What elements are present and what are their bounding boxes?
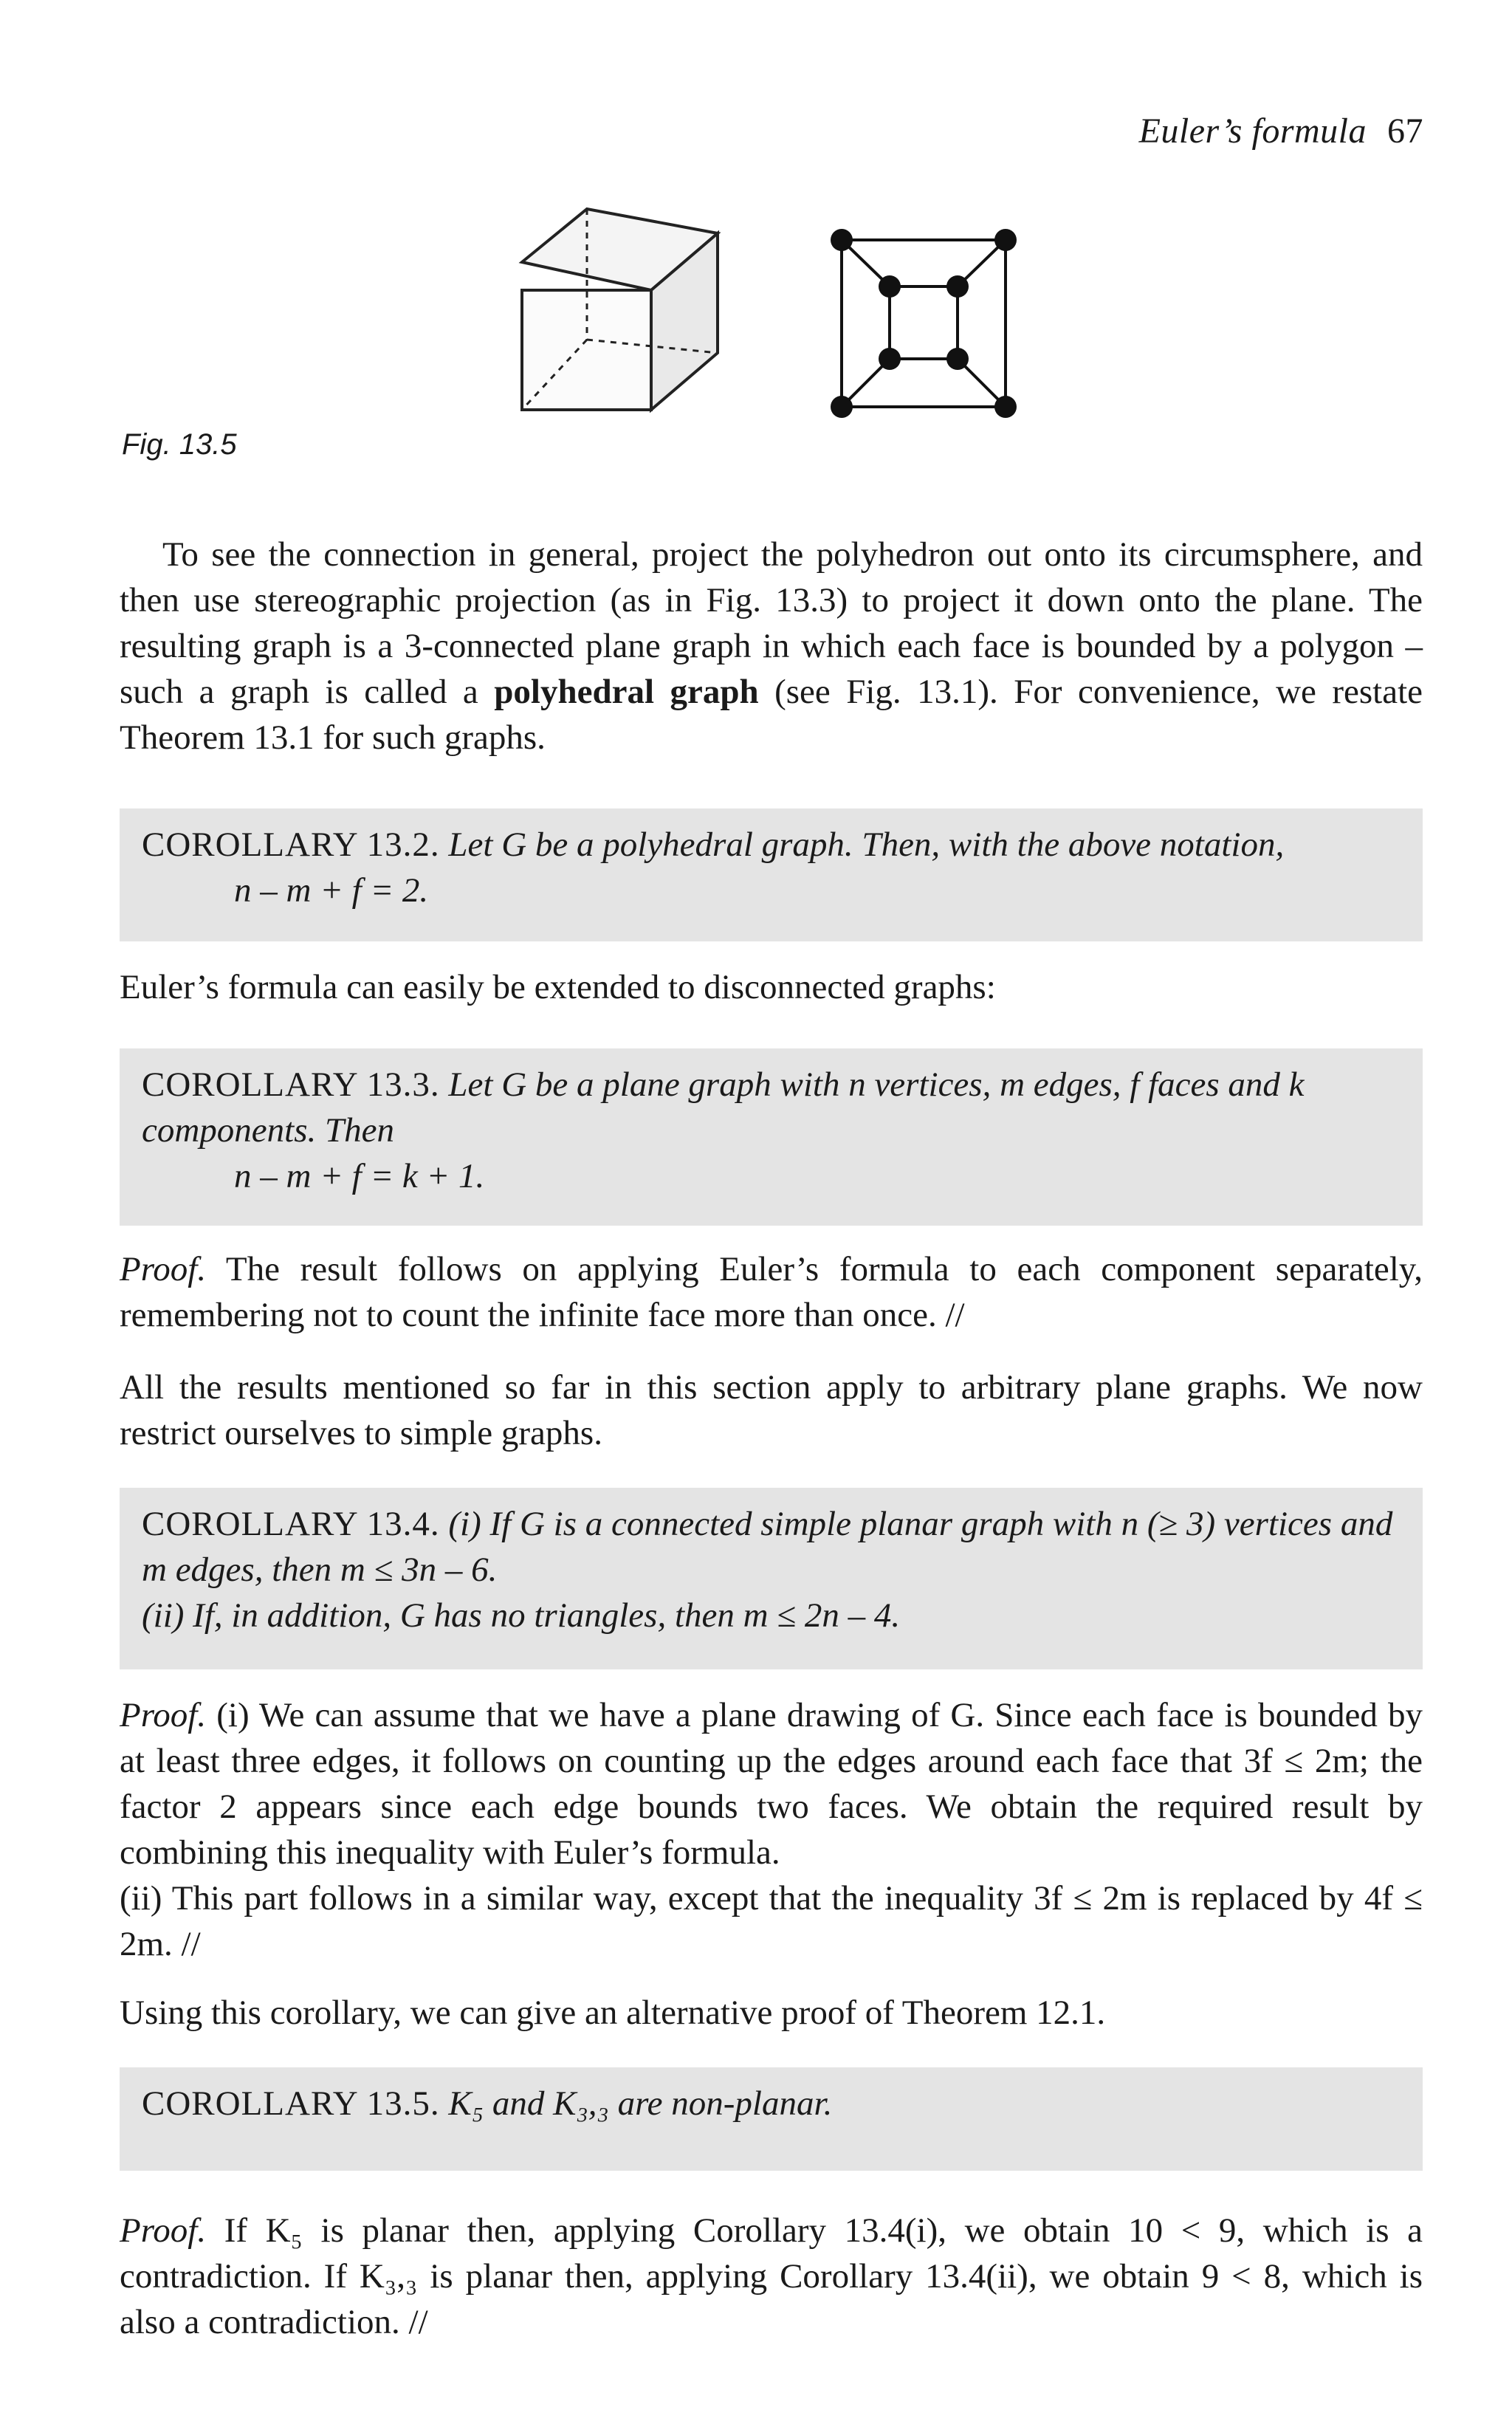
- proof-13-4: Proof. (i) We can assume that we have a plane drawing of G. Since each face is bounded by at least three edges, it follows on counting up the edges around each face that 3f ≤ 2m; the factor 2 appears since each edge bounds two faces. We obtain the required result by combining this inequality with Euler’s formula. (ii) This part follows in a similar way, except that the inequality 3f ≤ 2m is replaced by 4f ≤ 2m. //: [120, 1696, 1423, 1963]
- corollary-13-5: COROLLARY 13.5. K₅ and K₃,₃ are non-planar.: [120, 2067, 1423, 2171]
- equation: n – m + f = k + 1.: [234, 1157, 485, 1195]
- corollary-label: COROLLARY 13.2.: [142, 825, 440, 864]
- equation: n – m + f = 2.: [234, 871, 429, 910]
- paragraph-4: Using this corollary, we can give an alternative proof of Theorem 12.1.: [120, 1994, 1106, 2032]
- paragraph-2: Euler’s formula can easily be extended to disconnected graphs:: [120, 968, 996, 1006]
- running-title: Euler’s formula: [1138, 111, 1367, 151]
- figure-caption: Fig. 13.5: [122, 428, 237, 461]
- paragraph-3: All the results mentioned so far in this section apply to arbitrary plane graphs. We now restrict ourselves to simple graphs.: [120, 1368, 1423, 1452]
- proof-13-3: Proof. The result follows on applying Euler’s formula to each component separately, remembering not to count the infinite face more than once. //: [120, 1250, 1423, 1334]
- term-polyhedral-graph: polyhedral graph: [494, 673, 759, 711]
- corollary-label: COROLLARY 13.4.: [142, 1505, 440, 1543]
- paragraph-1: To see the connection in general, project the polyhedron out onto its circumsphere, and then use stereographic projection (as in Fig. 13.3) to project it down onto the plane. The resulting graph is a 3-connected plane graph in which each face is bounded by a polygon – such a graph is called a polyhedral graph (see Fig. 13.1). For convenience, we restate Theorem 13.1 for such graphs.: [120, 535, 1423, 757]
- page-number: 67: [1387, 111, 1423, 151]
- corollary-13-4: COROLLARY 13.4. (i) If G is a connected simple planar graph with n (≥ 3) vertices and m edges, then m ≤ 3n – 6. (ii) If, in addition, G has no triangles, then m ≤ 2n – 4.: [120, 1488, 1423, 1669]
- corollary-13-2: COROLLARY 13.2. Let G be a polyhedral graph. Then, with the above notation, n – m + f = 2.: [120, 808, 1423, 941]
- cube-graph: [831, 229, 1017, 418]
- corollary-13-3: COROLLARY 13.3. Let G be a plane graph with n vertices, m edges, f faces and k components. Then n – m + f = k + 1.: [120, 1048, 1423, 1226]
- corollary-label: COROLLARY 13.3.: [142, 1065, 440, 1104]
- running-header: [1139, 111, 1423, 151]
- corollary-label: COROLLARY 13.5.: [142, 2084, 440, 2123]
- cube-drawing: [522, 209, 718, 410]
- proof-13-5: Proof. If K₅ is planar then, applying Corollary 13.4(i), we obtain 10 < 9, which is a contradiction. If K₃,₃ is planar then, applying Corollary 13.4(ii), we obtain 9 < 8, which is also a contradiction. //: [120, 2211, 1423, 2341]
